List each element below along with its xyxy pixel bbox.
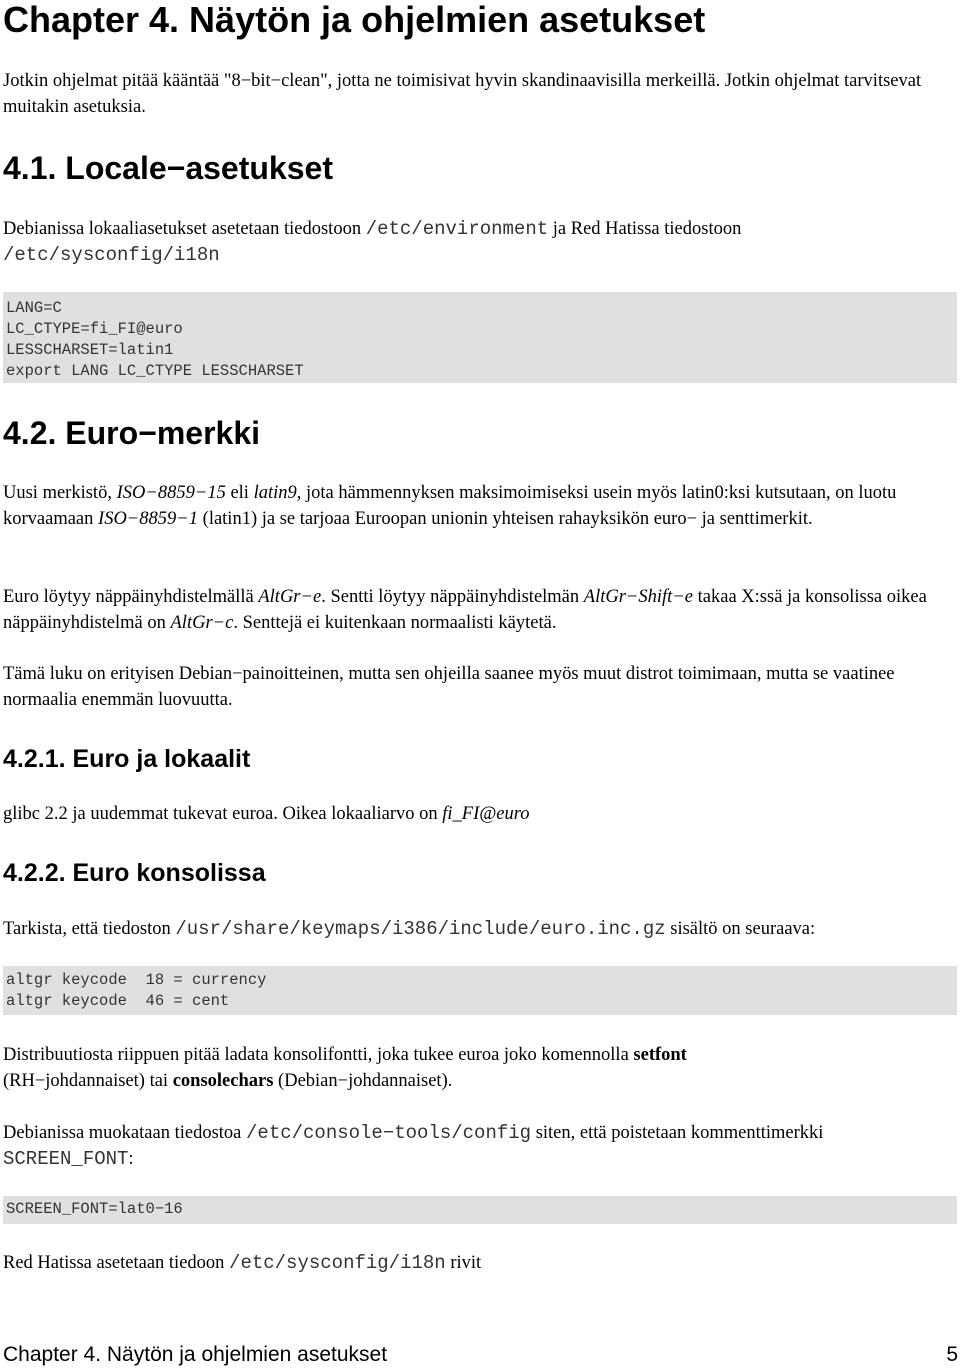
section-4-1-paragraph: Debianissa lokaaliasetukset asetetaan tiedostoon /etc/environment ja Red Hatissa tiedostoon /etc/sysconfig/i18n — [3, 218, 742, 266]
inline-code: SCREEN_FONT — [3, 1148, 129, 1170]
keymap-code-block — [3, 966, 957, 1015]
section-4-2-2-paragraph-2: Distribuutiosta riippuen pitää ladata konsolifontti, joka tukee euroa joko komennolla setfont (RH−johdannaiset) tai consolechars (Debian−johdannaiset). — [3, 1045, 687, 1091]
chapter-title: Chapter 4. Näytön ja ohjelmien asetukset — [3, 0, 706, 40]
inline-code: /etc/sysconfig/i18n — [3, 244, 220, 266]
section-4-2-paragraph-1: Uusi merkistö, ISO−8859−15 eli latin9, jota hämmennyksen maksimoimiseksi usein myös latin0:ksi kutsutaan, on luotu korvaamaan ISO−8859−1 (latin1) ja se tarjoaa Euroopan unionin yhteisen rahayksikön euro− ja senttimerkit. — [3, 483, 897, 529]
locale-code-block — [3, 292, 957, 383]
footer-title: Chapter 4. Näytön ja ohjelmien asetukset — [3, 1343, 388, 1366]
section-4-2-2-paragraph-3: Debianissa muokataan tiedostoa /etc/console−tools/config siten, että poistetaan kommenttimerkki SCREEN_FONT: — [3, 1122, 824, 1170]
inline-code: /etc/environment — [365, 218, 549, 240]
inline-code: /etc/sysconfig/i18n — [229, 1252, 446, 1274]
section-4-2-2-paragraph-4: Red Hatissa asetetaan tiedoon /etc/sysconfig/i18n rivit — [3, 1252, 482, 1274]
code-line: altgr keycode 46 = cent — [6, 992, 230, 1010]
code-line: altgr keycode 18 = currency — [6, 971, 267, 989]
section-4-2-2-heading: 4.2.2. Euro konsolissa — [3, 859, 266, 887]
code-line: export LANG LC_CTYPE LESSCHARSET — [6, 362, 304, 380]
section-4-2-2-paragraph-1: Tarkista, että tiedoston /usr/share/keymaps/i386/include/euro.inc.gz sisältö on seuraava: — [3, 918, 816, 940]
section-4-2-heading: 4.2. Euro−merkki — [3, 415, 261, 451]
code-line: LC_CTYPE=fi_FI@euro — [6, 320, 183, 338]
page-number: 5 — [946, 1343, 958, 1366]
code-line: LESSCHARSET=latin1 — [6, 341, 174, 359]
code-line: LANG=C — [6, 299, 62, 317]
section-4-1-heading: 4.1. Locale−asetukset — [3, 150, 333, 186]
inline-code: /etc/console−tools/config — [246, 1122, 532, 1144]
section-4-2-paragraph-2: Euro löytyy näppäinyhdistelmällä AltGr−e. Sentti löytyy näppäinyhdistelmän AltGr−Shift−e takaa X:ssä ja konsolissa oikea näppäinyhdistelmä on AltGr−c. Senttejä ei kuitenkaan normaalisti käytetä. — [3, 587, 927, 633]
page-footer — [3, 1342, 958, 1368]
inline-code: /usr/share/keymaps/i386/include/euro.inc.gz — [175, 918, 666, 940]
screen-font-code-block — [3, 1196, 957, 1224]
section-4-2-1-paragraph: glibc 2.2 ja uudemmat tukevat euroa. Oikea lokaaliarvo on fi_FI@euro — [3, 804, 530, 824]
code-line: SCREEN_FONT=lat0−16 — [6, 1200, 183, 1218]
section-4-2-paragraph-3: Tämä luku on erityisen Debian−painoitteinen, mutta sen ohjeilla saanee myös muut distrot toimimaan, mutta se vaatinee normaalia enemmän luovuutta. — [3, 664, 895, 710]
section-4-2-1-heading: 4.2.1. Euro ja lokaalit — [3, 745, 251, 773]
intro-paragraph: Jotkin ohjelmat pitää kääntää "8−bit−clean", jotta ne toimisivat hyvin skandinaavisilla merkeillä. Jotkin ohjelmat tarvitsevat muitakin asetuksia. — [3, 71, 922, 117]
